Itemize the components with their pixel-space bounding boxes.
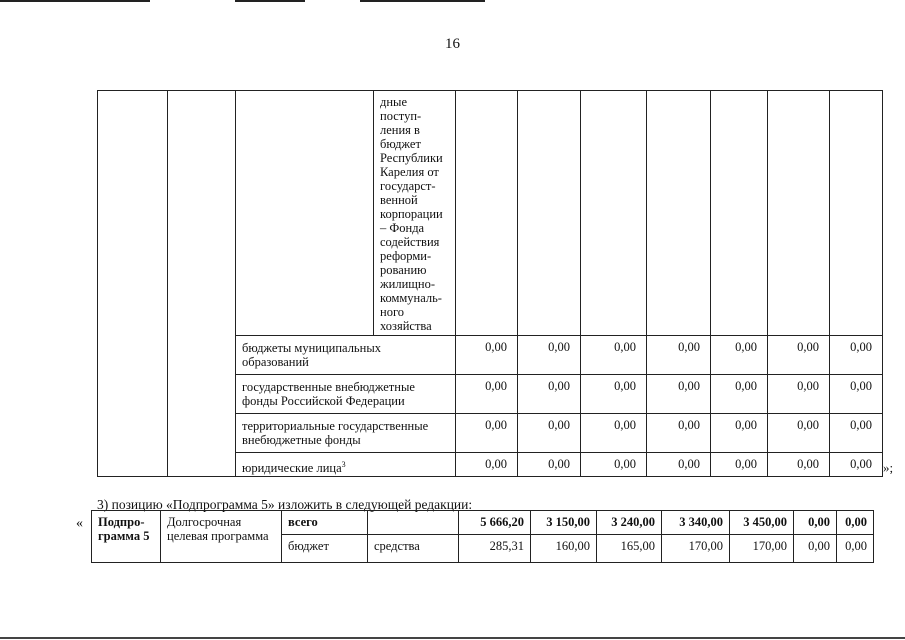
scan-edge-line — [360, 0, 485, 2]
table-row: территориальные государственные внебюджетные фонды 0,00 0,00 0,00 0,00 0,00 0,00 0,00 — [98, 414, 883, 453]
empty-cell — [98, 91, 168, 477]
page-number: 16 — [445, 36, 460, 52]
closing-quote: »; — [883, 460, 894, 475]
table-row: Подпро-грамма 5 Долгосрочная целевая программа всего 5 666,20 3 150,00 3 240,00 3 340,00 3 450,00 0,00 0,00 — [92, 511, 874, 535]
scan-edge-line — [0, 0, 150, 2]
empty-cell — [168, 91, 236, 477]
footnote-marker: 3 — [341, 460, 346, 469]
table-row — [98, 91, 883, 336]
table-row: государственные внебюджетные фонды Российской Федерации 0,00 0,00 0,00 0,00 0,00 0,00 0,00 — [98, 375, 883, 414]
scan-edge-line — [0, 637, 905, 639]
empty-cell — [236, 91, 374, 336]
scan-edge-line — [235, 0, 305, 2]
continued-description: дные поступ- ления в бюджет Республики Карелия от государст- венной корпорации – Фонда содействия реформи- рованию жилищно- коммуналь- ного хозяйства — [374, 91, 456, 336]
row-label: юридические лица$^3$ — [236, 453, 456, 477]
table-row: юридические лица$^3$ 0,00 0,00 0,00 0,00 0,00 0,00 0,00 — [98, 453, 883, 477]
table-row: бюджет средства 285,31 160,00 165,00 170,00 170,00 0,00 0,00 — [92, 535, 874, 563]
table-row: бюджеты муниципальных образований 0,00 0,00 0,00 0,00 0,00 0,00 0,00 — [98, 336, 883, 375]
amendment-instruction: 3) позицию «Подпрограмма 5» изложить в следующей редакции: — [97, 497, 473, 512]
subprogram-description: Долгосрочная целевая программа — [161, 511, 282, 563]
row-label: государственные внебюджетные фонды Российской Федерации — [236, 375, 456, 414]
row-label: территориальные государственные внебюджетные фонды — [236, 414, 456, 453]
row-label: бюджеты муниципальных образований — [236, 336, 456, 375]
subprogram-table — [91, 510, 874, 563]
opening-quote: « — [76, 516, 83, 531]
funding-table — [97, 90, 883, 477]
subprogram-name: Подпро-грамма 5 — [92, 511, 161, 563]
